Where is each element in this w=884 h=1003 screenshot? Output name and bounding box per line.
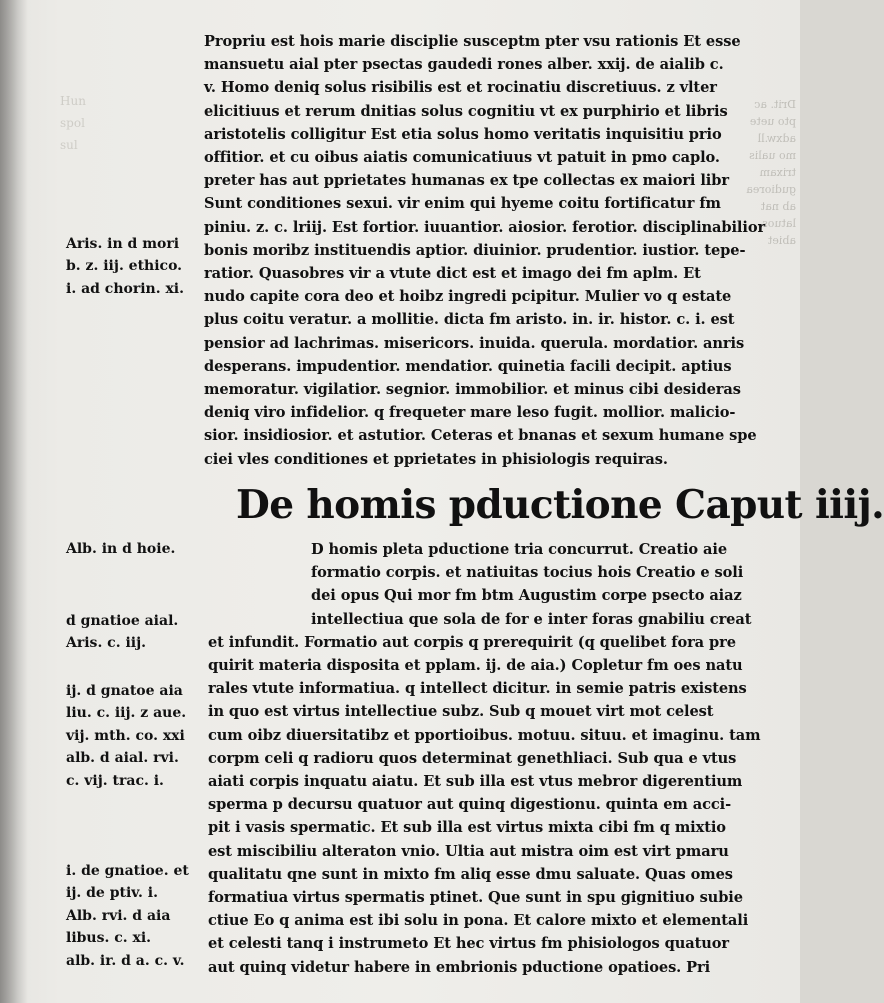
- text-line: aiati corpis inquatu aiatu. Et sub illa est vtus mebror digerentium: [208, 773, 743, 791]
- margin-note-line: alb. ir. d a. c. v.: [66, 952, 185, 969]
- bleed-line: gudiorea: [746, 183, 796, 196]
- text-line: elicitiuus et rerum dnitias solus cognitiu vt ex purphirio et libris: [204, 102, 728, 120]
- bleed-line: adxw.ll: [757, 132, 796, 145]
- text-line: Sunt conditiones sexui. vir enim qui hyeme coitu fortificatur fm: [204, 195, 721, 213]
- text-line: cum oibz diuersitatibz et pportioibus. motuu. situu. et imaginu. tam: [208, 726, 761, 744]
- text-line: rales vtute informatiua. q intellect dicitur. in semie patris existens: [208, 680, 747, 698]
- text-line: deniq viro infidelior. q frequeter mare leso fugit. mollior. malicio-: [204, 404, 736, 422]
- text-line: ciei vles conditiones et pprietates in phisiologis requiras.: [204, 450, 668, 468]
- margin-note-line: ij. de ptiv. i.: [66, 885, 158, 902]
- bleed-line: trixam: [759, 166, 796, 179]
- bleed-line: pto uete: [749, 115, 796, 128]
- bleed-line: mo ualis: [749, 149, 796, 162]
- bleed-through-left: [60, 90, 180, 156]
- bleed-line: spol: [60, 116, 85, 130]
- margin-note-line: Alb. in d hoie.: [66, 541, 176, 557]
- margin-note-line: b. z. iij. ethico.: [66, 258, 183, 275]
- text-line: pensior ad lachrimas. misericors. inuida. querula. mordatior. anris: [204, 334, 745, 352]
- text-line: pit i vasis spermatic. Et sub illa est virtus mixta cibi fm q mixtio: [208, 819, 726, 837]
- margin-note-line: alb. d aial. rvi.: [66, 750, 179, 767]
- text-line: ctiue Eo q anima est ibi solu in pona. Et calore mixto et elementali: [208, 912, 749, 930]
- margin-note-line: ij. d gnatoe aia: [66, 683, 183, 699]
- margin-note-line: i. ad chorin. xi.: [66, 280, 185, 297]
- text-line: et infundit. Formatio aut corpis q prerequirit (q quelibet fora pre: [208, 633, 736, 651]
- margin-note-line: c. vij. trac. i.: [66, 772, 164, 789]
- margin-note-line: Aris. in d mori: [66, 236, 180, 252]
- text-line: plus coitu veratur. a mollitie. dicta fm aristo. in. ir. histor. c. i. est: [204, 311, 735, 329]
- margin-note: [66, 610, 194, 655]
- text-line: memoratur. vigilatior. segnior. immobilior. et minus cibi desideras: [204, 381, 741, 399]
- text-line: preter has aut pprietates humanas ex tpe collectas ex maiori libr: [204, 172, 729, 190]
- text-line: corpm celi q radioru quos determinat genethliaci. Sub qua e vtus: [208, 749, 737, 767]
- text-line: in quo est virtus intellectiue subz. Sub q mouet virt mot celest: [208, 703, 714, 721]
- text-line: formatio corpis. et natiuitas tocius hois Creatio e soli: [311, 564, 744, 582]
- text-line: nudo capite cora deo et hoibz ingredi pcipitur. Mulier vo q estate: [204, 288, 732, 306]
- text-line: desperans. impudentior. mendatior. quinetia facili decipit. aptius: [204, 357, 732, 375]
- text-line: aut quinq videtur habere in embrionis pductione opatioes. Pri: [208, 958, 711, 976]
- chapter-heading: De homis pductione Caput iiij.: [236, 482, 884, 528]
- text-line: qualitatu qne sunt in mixto fm aliq esse dmu saluate. Quas omes: [208, 865, 733, 883]
- bleed-line: latuos: [762, 217, 796, 230]
- text-line: intellectiua que sola de for e inter foras gnabiliu creat: [311, 610, 752, 628]
- text-line: ratior. Quasobres vir a vtute dict est et imago dei fm aplm. Et: [204, 265, 701, 283]
- main-paragraph: [204, 30, 774, 471]
- text-line: sperma p decursu quatuor aut quinq digestionu. quinta em acci-: [208, 796, 732, 814]
- margin-note: [66, 680, 194, 792]
- text-line: aristotelis colligitur Est etia solus homo veritatis inquisitiu prio: [204, 125, 722, 143]
- margin-note-line: i. de gnatioe. et: [66, 863, 189, 879]
- bleed-line: ab nat: [760, 200, 796, 213]
- margin-note: [66, 538, 194, 560]
- margin-note-line: libus. c. xi.: [66, 930, 152, 947]
- bleed-line: Hun: [60, 94, 86, 108]
- margin-note-line: d gnatioe aial.: [66, 613, 179, 629]
- text-line: est miscibiliu alteraton vnio. Ultia aut mistra oim est virt pmaru: [208, 842, 729, 860]
- margin-note-line: Alb. rvi. d aia: [66, 907, 171, 924]
- margin-note-line: vij. mth. co. xxi: [66, 727, 185, 744]
- text-line: sior. insidiosior. et astutior. Ceteras et bnanas et sexum humane spe: [204, 427, 757, 445]
- text-line: quirit materia disposita et pplam. ij. de aia.) Copletur fm oes natu: [208, 657, 743, 675]
- second-paragraph: [208, 538, 778, 979]
- text-line: formatiua virtus spermatis ptinet. Que sunt in spu gignitiuo subie: [208, 889, 743, 907]
- text-line: bonis moribz instituendis aptior. diuinior. prudentior. iustior. tepe-: [204, 241, 746, 259]
- text-line: v. Homo deniq solus risibilis est et rocinatiu discretiuus. z vlter: [204, 79, 717, 97]
- bleed-line: sul: [60, 138, 78, 152]
- gutter-shadow: [0, 0, 28, 1003]
- margin-note-line: Aris. c. iij.: [66, 635, 147, 652]
- margin-note: [66, 860, 194, 972]
- bleed-line: Drit. ac: [754, 98, 796, 111]
- margin-note: [66, 233, 194, 300]
- text-line: piniu. z. c. lriij. Est fortior. iuuantior. aiosior. ferotior. disciplinabilior: [204, 218, 766, 236]
- text-line: D homis pleta pductione tria concurrut. Creatio aie: [311, 541, 728, 558]
- bleed-line: abiet: [767, 234, 796, 247]
- text-line: Propriu est hois marie disciplie susceptm pter vsu rationis Et esse: [204, 33, 741, 50]
- text-line: dei opus Qui mor fm btm Augustim corpe psecto aiaz: [311, 587, 742, 605]
- text-line: offitior. et cu oibus aiatis comunicatiuus vt patuit in pmo caplo.: [204, 149, 720, 167]
- margin-note-line: liu. c. iij. z aue.: [66, 705, 187, 722]
- text-line: et celesti tanq i instrumeto Et hec virtus fm phisiologos quatuor: [208, 935, 729, 953]
- text-line: mansuetu aial pter psectas gaudedi rones alber. xxij. de aialib c.: [204, 56, 724, 74]
